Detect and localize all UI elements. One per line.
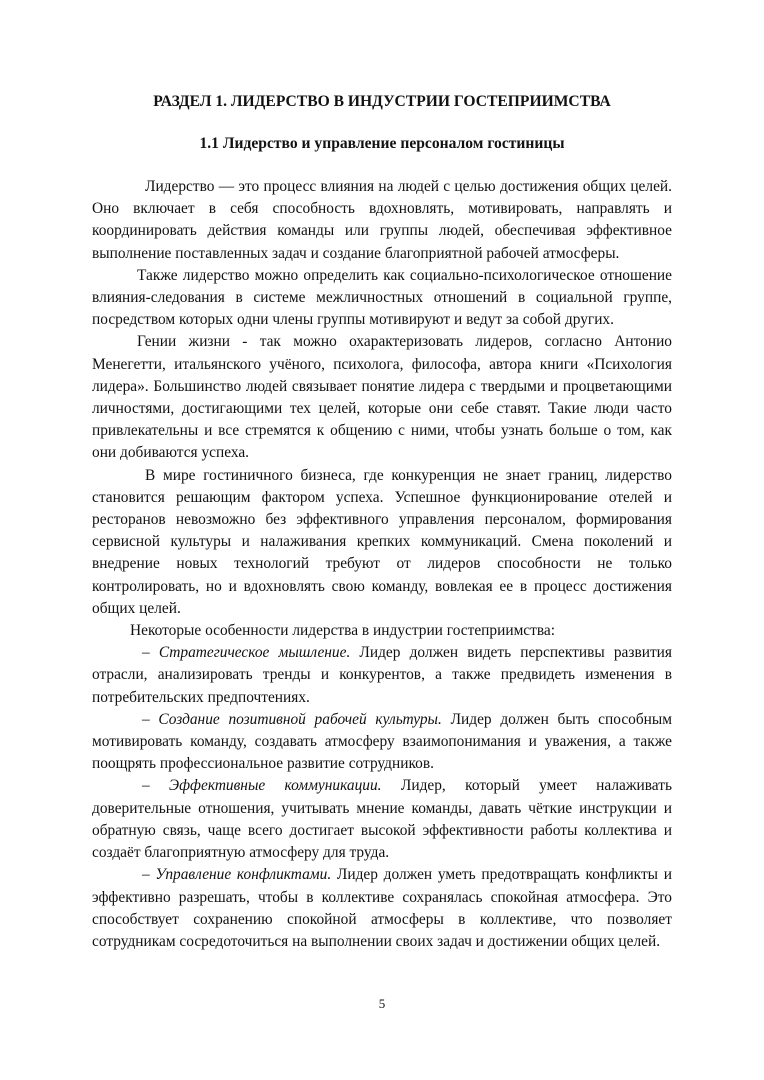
paragraph: Гении жизни - так можно охарактеризовать лидеров, согласно Антонио Менегетти, итальянского учёного, психолога, философа, автора книги «Психология лидера». Большинство людей связывает понятие лидера с твердыми и процветающими личностями, достигающими тех целей, которые они себе ставят. Такие люди часто привлекательны и все стремятся к общению с ними, чтобы узнать больше о том, как они добиваются успеха. [92,333,672,462]
feature-term: – Создание позитивной рабочей культуры. [142,710,442,728]
section-title: 1.1 Лидерство и управление персоналом гостиницы [199,135,565,152]
feature-text: Лидер, который умеет налаживать доверительные отношения, учитывать мнение команды, давать чёткие инструкции и обратную связь, чаще всего достигает высокой эффективности работы коллектива и создаёт благоприятную атмосферу для труда. [92,777,672,862]
feature-text: Лидер должен видеть перспективы развития отрасли, анализировать тренды и конкурентов, а также предвидеть изменения в потребительских предпочтениях. [92,644,673,706]
body-text [92,176,672,953]
feature-item [92,775,672,864]
paragraph: Также лидерство можно определить как социально-психологическое отношение влияния-следования в системе межличностных отношений в социальной группе, посредством которых одни члены группы мотивируют и ведут за собой других. [92,266,672,329]
feature-term: – Стратегическое мышление. [142,644,351,662]
feature-item [92,709,672,776]
list-intro: Некоторые особенности лидерства в индустрии гостеприимства: [130,622,556,640]
feature-term: – Эффективные коммуникации. [142,777,382,795]
feature-text: Лидер должен уметь предотвращать конфликты и эффективно разрешать, чтобы в коллективе сохранялась спокойная атмосфера. Это способствует сохранению спокойной атмосферы в коллективе, что позволяет сотрудникам сосредоточиться на выполнении своих задач и достижении общих целей. [92,866,672,950]
feature-item [92,864,672,953]
paragraph: Лидерство — это процесс влияния на людей с целью достижения общих целей. Оно включает в себя способность вдохновлять, мотивировать, направлять и координировать действия команды или группы людей, обеспечивая эффективное выполнение поставленных задач и создание благоприятной рабочей атмосферы. [92,178,672,262]
paragraph: В мире гостиничного бизнеса, где конкуренция не знает границ, лидерство становится решающим фактором успеха. Успешное функционирование отелей и ресторанов невозможно без эффективного управления персоналом, формирования сервисной культуры и налаживания крепких коммуникаций. Смена поколений и внедрение новых технологий требуют от лидеров способности не только контролировать, но и вдохновлять свою команду, вовлекая ее в процесс достижения общих целей. [92,466,672,617]
page-number: 5 [378,996,386,1011]
feature-text: Лидер должен быть способным мотивировать команду, создавать атмосферу взаимопонимания и уважения, а также поощрять профессиональное развитие сотрудников. [92,710,672,773]
feature-item [92,642,672,709]
chapter-title: РАЗДЕЛ 1. ЛИДЕРСТВО В ИНДУСТРИИ ГОСТЕПРИИМСТВА [153,93,611,110]
feature-term: – Управление конфликтами. [142,866,332,884]
